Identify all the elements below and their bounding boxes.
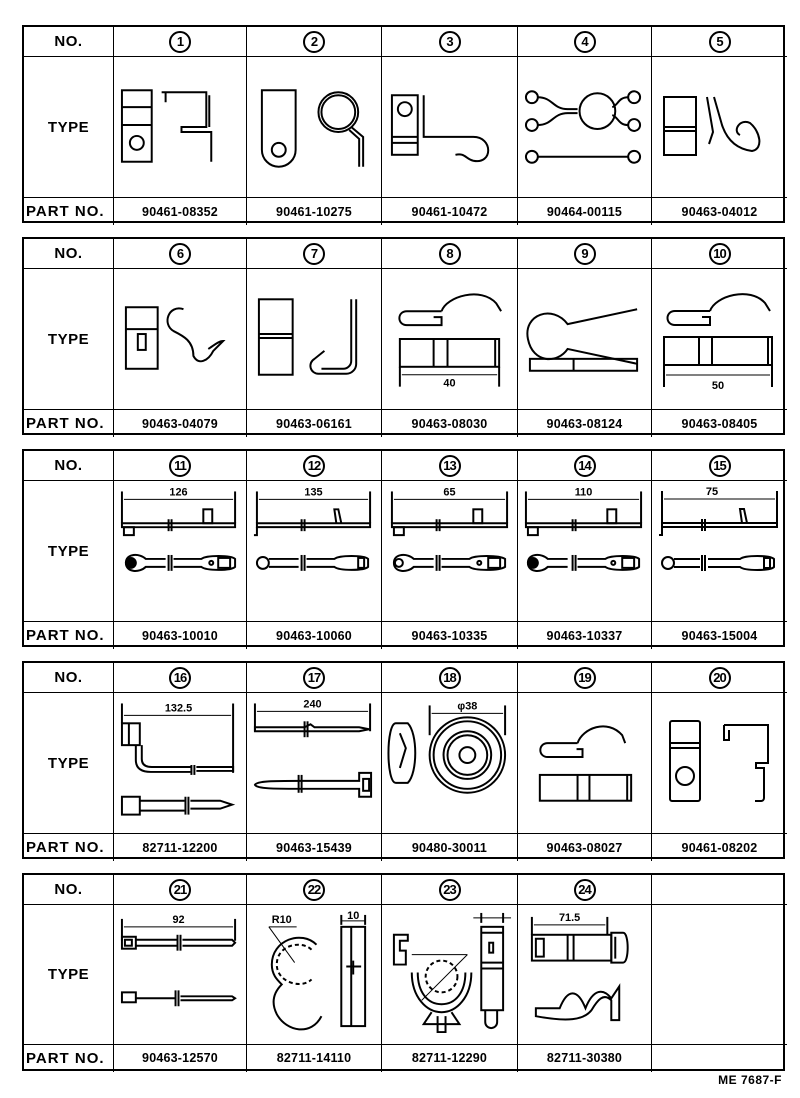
item-no-cell xyxy=(652,239,787,269)
part-number: 90463-04012 xyxy=(681,204,758,219)
type-cell xyxy=(114,57,247,198)
row-label-type: TYPE xyxy=(24,693,114,834)
row-label-part-no: PART NO. xyxy=(24,198,114,225)
item-no-cell xyxy=(247,875,382,905)
item-no-cell xyxy=(382,239,518,269)
type-cell xyxy=(382,481,518,622)
item-no-cell xyxy=(382,27,518,57)
item-number-badge: 17 xyxy=(303,667,325,689)
item-number-badge: 13 xyxy=(439,455,461,477)
figure-code: ME 7687-F xyxy=(718,1073,782,1087)
row-label-type: TYPE xyxy=(24,57,114,198)
item-number-badge: 23 xyxy=(439,879,461,901)
part-number: 90463-10010 xyxy=(114,622,247,649)
item-no-cell xyxy=(518,875,652,905)
bracket-clamp-with-hole-icon xyxy=(652,693,787,833)
type-cell xyxy=(247,269,382,410)
row-label-type: TYPE xyxy=(24,905,114,1045)
dimension-label: 92 xyxy=(172,913,185,926)
row-label-part-no: PART NO. xyxy=(24,1045,114,1072)
item-number-badge: 20 xyxy=(709,667,731,689)
item-number-badge: 21 xyxy=(169,879,191,901)
parts-table-4 xyxy=(22,661,785,859)
grommet-icon xyxy=(382,693,517,833)
item-no-cell xyxy=(518,239,652,269)
item-number-badge: 8 xyxy=(439,243,461,265)
item-no-cell xyxy=(247,663,382,693)
spring-clip-icon xyxy=(518,269,651,409)
row-label-no: NO. xyxy=(24,239,114,269)
item-no-cell xyxy=(518,451,652,481)
item-number-badge: 10 xyxy=(709,243,731,265)
dimension-label: 126 xyxy=(169,486,188,499)
dimension-label: 240 xyxy=(303,698,322,711)
band-clamp-icon xyxy=(114,481,246,621)
hook-clamp-icon xyxy=(382,57,517,197)
cable-tie-bracket-icon xyxy=(114,693,246,833)
item-number-badge: 19 xyxy=(574,667,596,689)
type-cell xyxy=(518,693,652,834)
type-cell xyxy=(518,269,652,410)
item-no-cell xyxy=(247,27,382,57)
part-number: 82711-30380 xyxy=(518,1045,652,1072)
band-clamp-icon xyxy=(382,481,517,621)
type-cell xyxy=(652,269,787,410)
parts-table-2 xyxy=(22,237,785,435)
part-number: 90463-12570 xyxy=(114,1045,247,1072)
item-number-badge: 22 xyxy=(303,879,325,901)
type-cell xyxy=(382,693,518,834)
type-cell xyxy=(518,905,652,1045)
item-number-badge: 1 xyxy=(169,31,191,53)
type-cell xyxy=(114,905,247,1045)
part-number: 90463-08124 xyxy=(518,410,652,437)
row-label-part-no: PART NO. xyxy=(24,410,114,437)
loop-clamp-icon xyxy=(247,57,381,197)
cable-clip-50-icon xyxy=(652,269,787,409)
item-no-cell xyxy=(382,451,518,481)
type-cell xyxy=(518,57,652,198)
dimension-label: 75 xyxy=(705,486,719,498)
part-number: 82711-12290 xyxy=(382,1045,518,1072)
item-no-cell xyxy=(114,27,247,57)
part-number: 82711-12200 xyxy=(114,834,247,861)
part-number: 90463-10337 xyxy=(518,622,652,649)
part-number: 90461-10472 xyxy=(382,198,518,225)
type-cell xyxy=(247,905,382,1045)
part-number: 90463-08027 xyxy=(518,834,652,861)
wire-spring-clip-icon xyxy=(518,57,651,197)
radius-label: R10 xyxy=(271,913,292,926)
type-cell xyxy=(652,481,787,622)
dimension-label: 65 xyxy=(443,486,456,499)
row-label-type: TYPE xyxy=(24,269,114,410)
part-number: 90461-10275 xyxy=(247,198,382,225)
part-number: 90463-08030 xyxy=(382,410,518,437)
pipe-holder-icon xyxy=(518,905,651,1044)
row-label-no: NO. xyxy=(24,451,114,481)
parts-table-5 xyxy=(22,873,785,1071)
item-number-badge: 11 xyxy=(169,455,191,477)
row-label-no: NO. xyxy=(24,875,114,905)
dimension-label: 110 xyxy=(574,486,593,499)
item-number-badge: 14 xyxy=(574,455,596,477)
type-cell xyxy=(114,481,247,622)
item-number-badge: 15 xyxy=(709,455,731,477)
type-cell xyxy=(114,269,247,410)
part-number: 90461-08202 xyxy=(681,840,758,855)
dimension-label: 71.5 xyxy=(558,911,581,924)
type-cell xyxy=(247,57,382,198)
type-cell xyxy=(382,57,518,198)
item-no-cell xyxy=(518,27,652,57)
cable-clip-40-icon xyxy=(382,269,517,409)
hook-clip-icon xyxy=(652,57,787,197)
cable-tie-icon xyxy=(247,693,381,833)
item-no-cell xyxy=(652,27,787,57)
dimension-label: 132.5 xyxy=(164,702,193,715)
wave-clip-icon xyxy=(114,269,246,409)
item-number-badge: 24 xyxy=(574,879,596,901)
dimension-label: φ38 xyxy=(457,700,478,713)
item-no-cell xyxy=(518,663,652,693)
item-number-badge: 5 xyxy=(709,31,731,53)
item-no-cell xyxy=(247,451,382,481)
band-clamp-hook-icon xyxy=(652,481,787,621)
part-number: 90461-08352 xyxy=(114,198,247,225)
width-label: 10 xyxy=(347,909,360,922)
type-cell xyxy=(652,693,787,834)
item-number-badge: 9 xyxy=(574,243,596,265)
dimension-label: 40 xyxy=(443,377,456,390)
part-number: 90463-04079 xyxy=(114,410,247,437)
item-number-badge: 16 xyxy=(169,667,191,689)
bracket-clamp-with-hole-icon xyxy=(114,57,246,197)
row-label-no: NO. xyxy=(24,27,114,57)
part-number: 90463-06161 xyxy=(247,410,382,437)
item-no-cell xyxy=(247,239,382,269)
push-in-pipe-clamp-icon xyxy=(382,905,517,1044)
item-no-cell xyxy=(114,875,247,905)
type-cell xyxy=(247,481,382,622)
item-no-cell xyxy=(382,663,518,693)
item-no-cell xyxy=(114,451,247,481)
type-cell xyxy=(518,481,652,622)
item-number-badge: 7 xyxy=(303,243,325,265)
band-clamp-icon xyxy=(518,481,651,621)
row-label-part-no: PART NO. xyxy=(24,834,114,861)
item-number-badge: 12 xyxy=(303,455,325,477)
part-number: 82711-14110 xyxy=(247,1045,382,1072)
item-no-cell xyxy=(652,663,787,693)
part-number: 90463-08405 xyxy=(681,416,758,431)
parts-table-1 xyxy=(22,25,785,223)
row-label-part-no: PART NO. xyxy=(24,622,114,649)
item-no-cell xyxy=(382,875,518,905)
item-no-cell xyxy=(114,663,247,693)
item-number-badge: 2 xyxy=(303,31,325,53)
type-cell xyxy=(247,693,382,834)
part-number: 90463-15439 xyxy=(247,834,382,861)
dimension-label: 50 xyxy=(711,380,725,392)
cable-clip-icon xyxy=(518,693,651,833)
double-pipe-clamp-icon xyxy=(247,905,381,1044)
parts-table-3 xyxy=(22,449,785,647)
dimension-label: 135 xyxy=(304,486,323,499)
empty-part-number-cell xyxy=(652,1045,787,1072)
type-cell xyxy=(652,57,787,198)
item-no-cell xyxy=(114,239,247,269)
item-no-cell xyxy=(652,451,787,481)
j-hook-clip-icon xyxy=(247,269,381,409)
part-number: 90463-10060 xyxy=(247,622,382,649)
item-number-badge: 3 xyxy=(439,31,461,53)
type-cell xyxy=(382,905,518,1045)
empty-type-cell xyxy=(652,905,787,1045)
type-cell xyxy=(114,693,247,834)
item-number-badge: 4 xyxy=(574,31,596,53)
row-label-type: TYPE xyxy=(24,481,114,622)
part-number: 90480-30011 xyxy=(382,834,518,861)
empty-no-cell xyxy=(652,875,787,905)
item-number-badge: 6 xyxy=(169,243,191,265)
type-cell xyxy=(382,269,518,410)
cable-tie-icon xyxy=(114,905,246,1044)
part-number: 90463-15004 xyxy=(681,628,758,643)
row-label-no: NO. xyxy=(24,663,114,693)
band-clamp-hook-icon xyxy=(247,481,381,621)
item-number-badge: 18 xyxy=(439,667,461,689)
part-number: 90464-00115 xyxy=(518,198,652,225)
part-number: 90463-10335 xyxy=(382,622,518,649)
